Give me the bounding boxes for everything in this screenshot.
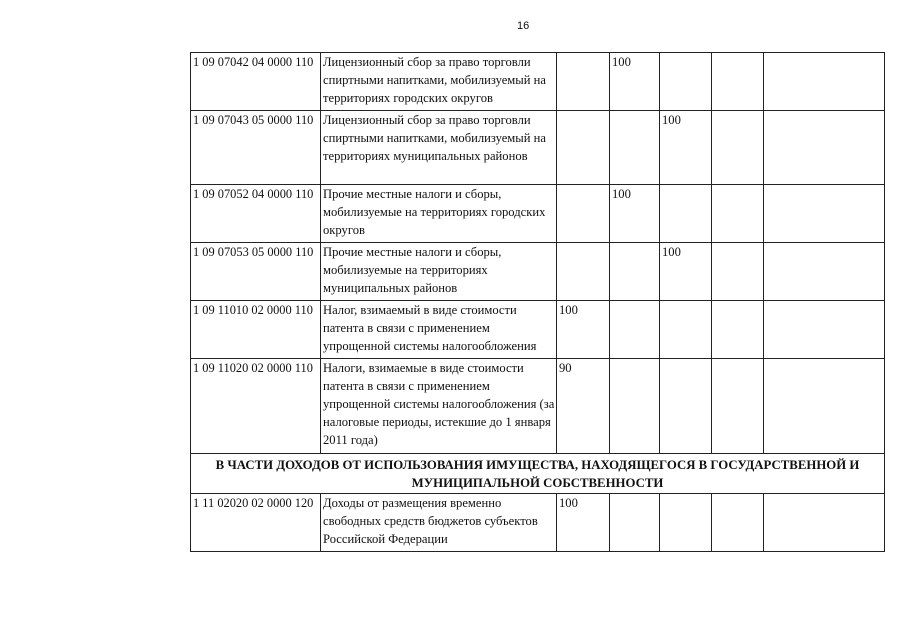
value-cell	[557, 53, 610, 111]
table-row	[191, 185, 885, 243]
value-cell	[557, 185, 610, 243]
value-cell	[557, 243, 610, 301]
value-cell	[712, 53, 764, 111]
value-cell: 100	[610, 185, 660, 243]
table-row	[191, 243, 885, 301]
value-cell	[712, 185, 764, 243]
budget-code: 1 11 02020 02 0000 120	[191, 494, 321, 552]
value-cell	[764, 53, 885, 111]
budget-code: 1 09 07052 04 0000 110	[191, 185, 321, 243]
value-cell: 100	[660, 243, 712, 301]
value-cell	[660, 494, 712, 552]
value-cell	[764, 185, 885, 243]
budget-code: 1 09 07042 04 0000 110	[191, 53, 321, 111]
table-row	[191, 111, 885, 185]
value-cell	[660, 301, 712, 359]
value-cell	[764, 301, 885, 359]
value-cell	[610, 494, 660, 552]
page-number: 16	[517, 20, 530, 32]
budget-code: 1 09 07053 05 0000 110	[191, 243, 321, 301]
value-cell	[764, 243, 885, 301]
value-cell	[660, 185, 712, 243]
table-row	[191, 301, 885, 359]
budget-code: 1 09 11020 02 0000 110	[191, 359, 321, 454]
table-row	[191, 53, 885, 111]
section-header-row	[191, 454, 885, 494]
value-cell	[764, 111, 885, 185]
table-row	[191, 359, 885, 454]
value-cell	[557, 111, 610, 185]
table-row	[191, 494, 885, 552]
value-cell: 100	[660, 111, 712, 185]
value-cell	[660, 359, 712, 454]
value-cell	[610, 359, 660, 454]
value-cell	[610, 111, 660, 185]
budget-code: 1 09 11010 02 0000 110	[191, 301, 321, 359]
revenue-name: Лицензионный сбор за право торговли спиртными напитками, мобилизуемый на территориях городских округов	[321, 53, 557, 111]
revenue-distribution-table	[190, 52, 885, 552]
value-cell	[712, 494, 764, 552]
revenue-name: Лицензионный сбор за право торговли спиртными напитками, мобилизуемый на территориях муниципальных районов	[321, 111, 557, 185]
value-cell	[660, 53, 712, 111]
section-title: В ЧАСТИ ДОХОДОВ ОТ ИСПОЛЬЗОВАНИЯ ИМУЩЕСТВА, НАХОДЯЩЕГОСЯ В ГОСУДАРСТВЕННОЙ И МУНИЦИПАЛЬНОЙ СОБСТВЕННОСТИ	[191, 454, 885, 494]
revenue-name: Прочие местные налоги и сборы, мобилизуемые на территориях муниципальных районов	[321, 243, 557, 301]
value-cell	[712, 301, 764, 359]
value-cell: 100	[557, 301, 610, 359]
budget-code: 1 09 07043 05 0000 110	[191, 111, 321, 185]
revenue-name: Доходы от размещения временно свободных средств бюджетов субъектов Российской Федерации	[321, 494, 557, 552]
value-cell: 100	[557, 494, 610, 552]
value-cell	[610, 301, 660, 359]
value-cell: 100	[610, 53, 660, 111]
value-cell	[712, 111, 764, 185]
value-cell	[764, 494, 885, 552]
value-cell	[712, 243, 764, 301]
value-cell	[712, 359, 764, 454]
revenue-name: Прочие местные налоги и сборы, мобилизуемые на территориях городских округов	[321, 185, 557, 243]
revenue-name: Налог, взимаемый в виде стоимости патента в связи с применением упрощенной системы налогообложения	[321, 301, 557, 359]
value-cell: 90	[557, 359, 610, 454]
value-cell	[610, 243, 660, 301]
value-cell	[764, 359, 885, 454]
revenue-name: Налоги, взимаемые в виде стоимости патента в связи с применением упрощенной системы налогообложения (за налоговые периоды, истекшие до 1 января 2011 года)	[321, 359, 557, 454]
